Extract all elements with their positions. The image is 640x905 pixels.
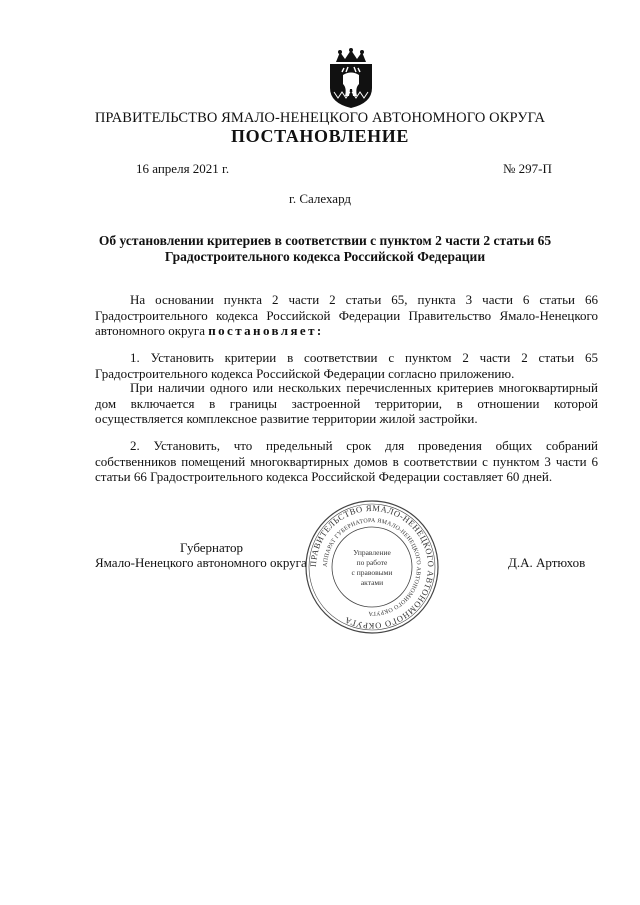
item-1-note-paragraph xyxy=(95,380,598,427)
coat-of-arms-emblem xyxy=(326,48,376,110)
organization-name: ПРАВИТЕЛЬСТВО ЯМАЛО-НЕНЕЦКОГО АВТОНОМНОГО ОКРУГА xyxy=(94,110,546,126)
item-2-paragraph xyxy=(95,438,598,485)
stamp-ring-text: ПРАВИТЕЛЬСТВО ЯМАЛО-НЕНЕЦКОГО АВТОНОМНОГО ОКРУГА xyxy=(307,502,437,632)
signatory-name: Д.А. Артюхов xyxy=(508,555,586,570)
decree-word: постановляет: xyxy=(208,323,324,338)
stamp-center-line-1: Управление xyxy=(353,548,391,557)
intro-paragraph xyxy=(95,292,598,339)
item-1-paragraph xyxy=(95,350,598,381)
stamp-inner-ring-text: АППАРАТ ГУБЕРНАТОРА ЯМАЛО-НЕНЕЦКОГО АВТОНОМНОГО ОКРУГА xyxy=(322,517,422,617)
intro-text: На основании пункта 2 части 2 статьи 65, пункта 3 части 6 статьи 66 Градостроительного кодекса Российской Федерации Правительство Ямало-Ненецкого автономного округа xyxy=(95,292,598,338)
item-1-text: 1. Установить критерии в соответствии с пунктом 2 части 2 статьи 65 Градостроительного кодекса Российской Федерации согласно приложению. xyxy=(95,350,598,381)
item-2-text: 2. Установить, что предельный срок для проведения общих собраний собственников помещений многоквартирных домов в соответствии с пунктом 3 части 6 статьи 66 Градостроительного кодекса Российской Федерации составляет 60 дней. xyxy=(95,438,598,484)
stamp-center-line-4: актами xyxy=(360,578,384,587)
item-1-note-text: При наличии одного или нескольких перечисленных критериев многоквартирный дом включается в границы застроенной территории, в отношении которой осуществляется комплексное развитие территории жилой застройки. xyxy=(95,380,598,426)
stamp-center-line-3: с правовыми xyxy=(351,568,393,577)
document-title: Об установлении критериев в соответствии с пунктом 2 части 2 статьи 65 Градостроительного кодекса Российской Федерации xyxy=(98,233,552,264)
stamp-center-line-2: по работе xyxy=(356,558,388,567)
signatory-region: Ямало-Ненецкого автономного округа xyxy=(95,555,307,570)
document-city: г. Салехард xyxy=(288,191,352,206)
document-date: 16 апреля 2021 г. xyxy=(136,161,230,176)
document-number: № 297-П xyxy=(503,161,552,176)
document-type: ПОСТАНОВЛЕНИЕ xyxy=(231,126,409,146)
official-stamp xyxy=(302,497,442,637)
signatory-title: Губернатор xyxy=(180,540,243,555)
